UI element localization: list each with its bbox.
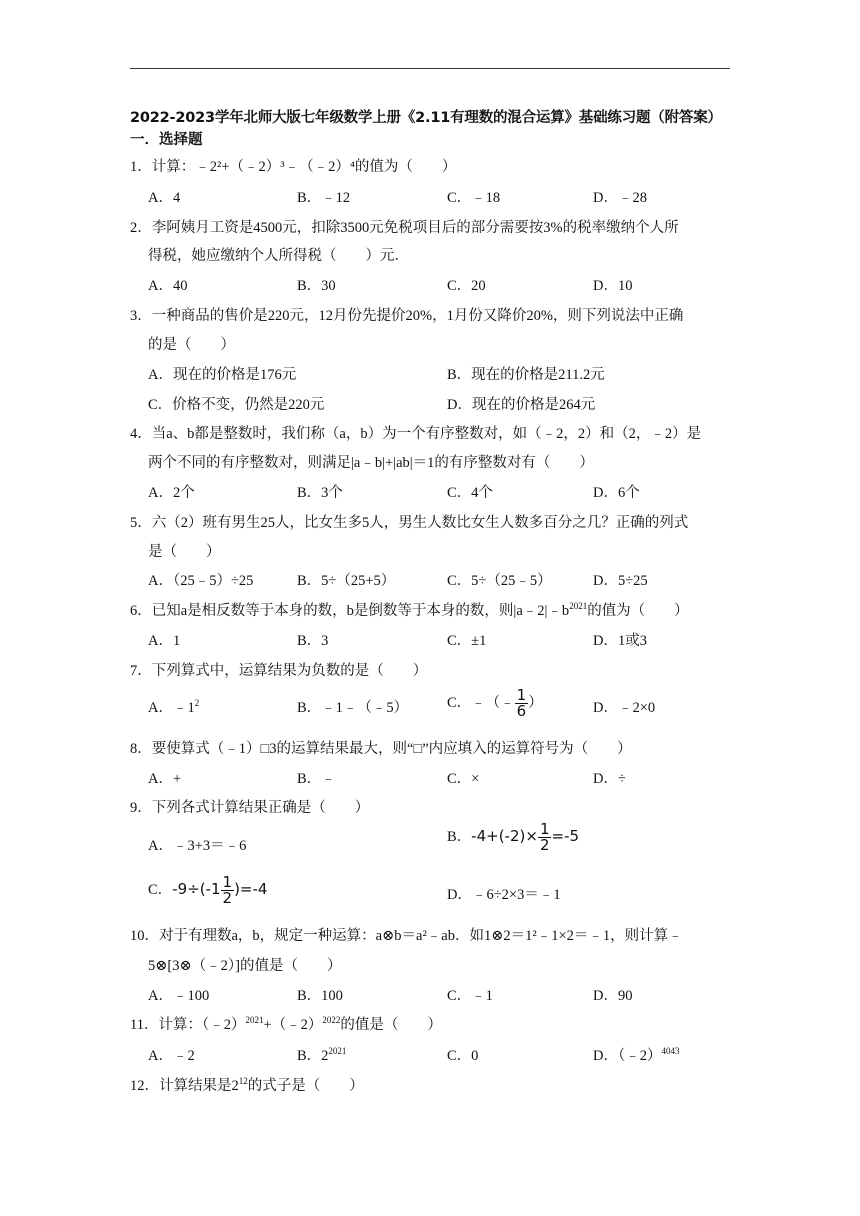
q6-option-a: A．1 [148, 633, 181, 649]
q4-option-b: B．3个 [297, 485, 343, 501]
question-4-stem-line1: 4．当a、b都是整数时，我们称（a，b）为一个有序整数对，如（﹣2，2）和（2，﹣2）是 [130, 426, 702, 442]
q9-option-a: A．﹣3+3＝﹣6 [148, 838, 247, 854]
q7-option-a-exponent: 2 [194, 698, 200, 708]
fraction-denominator: 2 [222, 889, 233, 907]
q2-option-b: B．30 [297, 278, 336, 294]
q8-option-a: A．+ [148, 771, 182, 787]
question-6-stem [130, 599, 689, 620]
q1-option-c: C．﹣18 [447, 190, 501, 206]
q10-option-d: D．90 [593, 988, 633, 1004]
q7-option-d: D．﹣2×0 [593, 700, 656, 716]
question-10-stem-line2: 5⊗[3⊗（﹣2）]的值是（ ） [148, 958, 342, 974]
q9-option-c-fraction [221, 875, 235, 906]
q6-stem-part1: 6．已知a是相反数等于本身的数，b是倒数等于本身的数，则|a﹣2|﹣b [130, 603, 570, 619]
q11-option-d [593, 1044, 679, 1065]
q11-stem-exponent-2: 2022 [322, 1015, 341, 1025]
q9-option-c-label: C． [148, 881, 173, 898]
q7-option-a-base: A．﹣1 [148, 700, 195, 716]
q11-stem-exponent-1: 2021 [245, 1015, 264, 1025]
question-8-stem: 8．要使算式（﹣1）□3的运算结果最大，则“□”内应填入的运算符号为（ ） [130, 741, 632, 757]
question-4-stem-line2: 两个不同的有序整数对，则满足|a﹣b|+|ab|＝1的有序整数对有（ ） [148, 455, 594, 471]
q5-option-b: B．5÷（25+5） [297, 573, 396, 589]
q7-option-c-fraction [515, 688, 529, 719]
q6-option-b: B．3 [297, 633, 329, 649]
document-title: 2022-2023学年北师大版七年级数学上册《2.11有理数的混合运算》基础练习题（附答案） [130, 110, 722, 126]
q3-option-d: D．现在的价格是264元 [447, 397, 596, 413]
q10-option-a: A．﹣100 [148, 988, 210, 1004]
q9-option-b-expr-suffix: =-5 [551, 826, 580, 845]
q11-option-b-base: B．2 [297, 1048, 329, 1064]
question-2-stem-line1: 2．李阿姨月工资是4500元，扣除3500元免税项目后的部分需要按3%的税率缴纳个人所 [130, 220, 679, 236]
q9-option-b-label: B． [447, 828, 472, 845]
question-3-stem-line1: 3．一种商品的售价是220元，12月份先提价20%，1月份又降价20%，则下列说法中正确 [130, 308, 684, 324]
q6-option-c: C．±1 [447, 633, 487, 649]
question-5-stem-line2: 是（ ） [148, 544, 221, 560]
q9-option-c [148, 875, 267, 906]
q2-option-d: D．10 [593, 278, 633, 294]
q12-stem-exponent: 12 [238, 1076, 248, 1086]
q11-stem-part3: 的值是（ ） [340, 1017, 442, 1033]
header-rule [130, 68, 730, 69]
fraction-numerator: 1 [516, 686, 527, 704]
q10-option-b: B．100 [297, 988, 343, 1004]
q1-option-a: A．4 [148, 190, 181, 206]
q11-option-d-base: D．（﹣2） [593, 1048, 662, 1064]
q4-option-a: A．2个 [148, 485, 195, 501]
fraction-denominator: 2 [539, 836, 550, 854]
q9-option-b [447, 822, 579, 853]
question-11-stem [130, 1013, 442, 1034]
q8-option-d: D．÷ [593, 771, 626, 787]
q6-option-d: D．1或3 [593, 633, 647, 649]
q9-option-c-expr-prefix: -9÷(-1 [172, 879, 221, 898]
fraction-numerator: 1 [539, 820, 550, 838]
q3-option-c: C．价格不变，仍然是220元 [148, 397, 325, 413]
q6-stem-exponent: 2021 [569, 601, 588, 611]
fraction-denominator: 6 [516, 702, 527, 720]
q11-stem-part1: 11．计算：（﹣2） [130, 1017, 246, 1033]
q4-option-c: C．4个 [447, 485, 493, 501]
question-9-stem: 9．下列各式计算结果正确是（ ） [130, 800, 370, 816]
q11-stem-part2: +（﹣2） [263, 1017, 323, 1033]
q1-option-d: D．﹣28 [593, 190, 647, 206]
question-7-stem: 7．下列算式中，运算结果为负数的是（ ） [130, 663, 428, 679]
q9-option-c-expr-suffix: )=-4 [234, 879, 268, 898]
q9-option-d: D．﹣6÷2×3＝﹣1 [447, 887, 561, 903]
q11-option-b-exponent: 2021 [328, 1046, 347, 1056]
q2-option-c: C．20 [447, 278, 486, 294]
q11-option-a: A．﹣2 [148, 1048, 195, 1064]
q7-option-c-suffix: ） [528, 694, 543, 711]
q7-option-c [447, 688, 543, 719]
q7-option-c-prefix: C．﹣（﹣ [447, 694, 515, 711]
q11-option-c: C．0 [447, 1048, 479, 1064]
q9-option-b-expr-prefix: -4+(-2)× [471, 826, 538, 845]
q6-stem-part2: 的值为（ ） [587, 603, 689, 619]
q11-option-d-exponent: 4043 [661, 1046, 680, 1056]
q12-stem-part1: 12．计算结果是2 [130, 1078, 239, 1094]
q1-option-b: B．﹣12 [297, 190, 351, 206]
q5-option-a: A．（25﹣5）÷25 [148, 573, 254, 589]
q9-option-b-fraction [538, 822, 552, 853]
question-3-stem-line2: 的是（ ） [148, 337, 235, 353]
question-5-stem-line1: 5．六（2）班有男生25人，比女生多5人，男生人数比女生人数多百分之几？正确的列式 [130, 515, 689, 531]
question-10-stem-line1: 10．对于有理数a，b，规定一种运算：a⊗b＝a²﹣ab．如1⊗2＝1²﹣1×2＝﹣1，则计算﹣ [130, 928, 683, 944]
q10-option-c: C．﹣1 [447, 988, 493, 1004]
question-12-stem [130, 1074, 364, 1095]
q8-option-b: B．﹣ [297, 771, 336, 787]
q4-option-d: D．6个 [593, 485, 640, 501]
q11-option-b [297, 1044, 346, 1065]
q12-stem-part2: 的式子是（ ） [247, 1078, 364, 1094]
q3-option-b: B．现在的价格是211.2元 [447, 367, 605, 383]
q5-option-c: C．5÷（25﹣5） [447, 573, 552, 589]
q7-option-a [148, 696, 199, 717]
q2-option-a: A．40 [148, 278, 188, 294]
question-2-stem-line2: 得税，她应缴纳个人所得税（ ）元． [148, 248, 409, 264]
section-heading: 一．选择题 [130, 132, 203, 148]
question-1-stem: 1．计算：﹣2²+（﹣2）³﹣（﹣2）⁴的值为（ ） [130, 159, 457, 175]
q5-option-d: D．5÷25 [593, 573, 648, 589]
q7-option-b: B．﹣1﹣（﹣5） [297, 700, 409, 716]
q3-option-a: A．现在的价格是176元 [148, 367, 297, 383]
q8-option-c: C．× [447, 771, 480, 787]
fraction-numerator: 1 [222, 873, 233, 891]
